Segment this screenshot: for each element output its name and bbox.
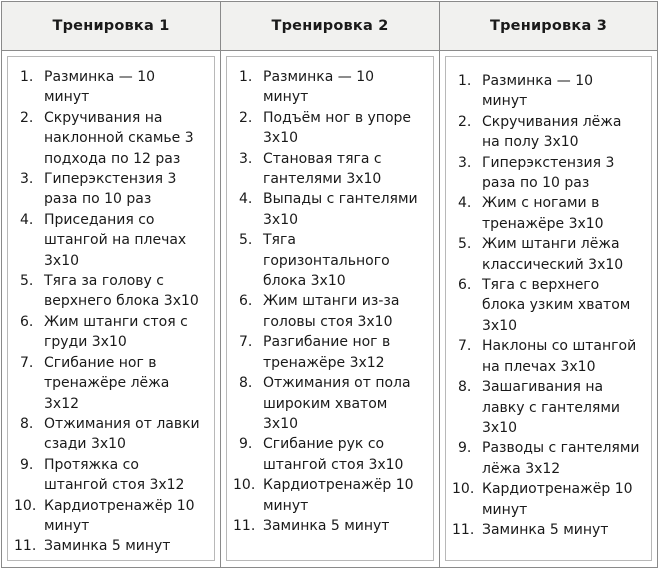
item-number: 9.: [458, 440, 472, 457]
item-text: Жим с ногами в тренажёре 3x10: [482, 195, 604, 232]
item-number: 4.: [20, 211, 34, 228]
item-number: 2.: [239, 109, 253, 126]
item-text: Скручивания на наклонной скамье 3 подхода по 12 раз: [44, 109, 194, 167]
item-text: Заминка 5 минут: [44, 538, 171, 555]
list-item: [239, 373, 429, 434]
list-frame: [226, 56, 434, 561]
list-item: [239, 230, 429, 291]
item-number: 10.: [233, 477, 256, 494]
exercise-list: [452, 71, 647, 540]
list-item: [239, 332, 429, 373]
item-text: Разминка — 10 минут: [482, 73, 594, 110]
item-text: Тяга с верхнего блока узким хватом 3x10: [482, 277, 631, 334]
item-text: Жим штанги из-за головы стоя 3x10: [263, 293, 400, 330]
list-item: [233, 516, 429, 536]
list-item: [458, 336, 647, 377]
item-text: Заминка 5 минут: [263, 517, 390, 534]
item-number: 11.: [452, 521, 475, 538]
exercise-list: [14, 67, 210, 557]
item-number: 8.: [458, 379, 472, 396]
list-item: [20, 455, 210, 496]
list-item: [452, 520, 647, 540]
list-item: [239, 291, 429, 332]
column-body: [440, 51, 657, 567]
list-item: [458, 112, 647, 153]
exercise-list: [233, 67, 429, 536]
item-number: 1.: [458, 73, 472, 89]
list-item: [20, 353, 210, 414]
list-item: [458, 377, 647, 438]
item-text: Отжимания от пола широким хватом 3x10: [263, 375, 411, 432]
item-text: Становая тяга с гантелями 3x10: [263, 150, 382, 188]
item-text: Кардиотренажёр 10 минут: [263, 477, 414, 514]
item-text: Жим штанги лёжа классический 3x10: [482, 236, 624, 273]
list-item: [458, 153, 647, 194]
item-number: 3.: [20, 171, 34, 188]
list-item: [458, 71, 647, 112]
item-text: Подъём ног в упоре 3x10: [263, 109, 412, 147]
list-item: [239, 189, 429, 230]
item-number: 9.: [239, 436, 253, 453]
item-number: 11.: [233, 517, 256, 534]
list-frame: [7, 56, 215, 561]
list-item: [20, 67, 210, 108]
item-number: 1.: [239, 69, 253, 85]
item-number: 4.: [239, 191, 253, 208]
list-item: [20, 414, 210, 455]
item-text: Наклоны со штангой на плечах 3x10: [482, 338, 637, 375]
item-text: Кардиотренажёр 10 минут: [482, 481, 633, 518]
column-workout-2: [221, 2, 440, 567]
column-header: Тренировка 1: [2, 2, 220, 51]
workout-table: [1, 1, 658, 568]
item-number: 3.: [239, 150, 253, 167]
list-item: [14, 536, 210, 556]
list-item: [20, 312, 210, 353]
item-text: Сгибание ног в тренажёре лёжа 3x12: [44, 354, 170, 412]
item-text: Зашагивания на лавку с гантелями 3x10: [482, 379, 621, 436]
item-number: 7.: [458, 338, 472, 355]
item-text: Выпады с гантелями 3x10: [263, 191, 418, 228]
column-header: Тренировка 2: [221, 2, 439, 51]
list-item: [20, 108, 210, 169]
list-item: [458, 275, 647, 336]
item-number: 2.: [20, 109, 34, 126]
item-number: 7.: [20, 354, 34, 371]
list-item: [458, 193, 647, 234]
item-text: Разгибание ног в тренажёре 3x12: [263, 334, 391, 371]
column-header: Тренировка 3: [440, 2, 657, 51]
item-text: Скручивания лёжа на полу 3x10: [482, 113, 622, 151]
item-number: 5.: [239, 232, 253, 249]
list-item: [20, 169, 210, 210]
item-number: 3.: [458, 154, 472, 171]
item-text: Протяжка со штангой стоя 3x12: [44, 456, 185, 494]
item-number: 5.: [20, 273, 34, 290]
item-text: Гиперэкстензия 3 раза по 10 раз: [482, 154, 615, 192]
column-workout-1: [2, 2, 221, 567]
column-workout-3: [440, 2, 657, 567]
item-text: Жим штанги стоя с груди 3x10: [44, 313, 188, 351]
item-number: 4.: [458, 195, 472, 212]
item-text: Заминка 5 минут: [482, 521, 609, 538]
list-item: [20, 271, 210, 312]
item-number: 10.: [14, 497, 37, 514]
item-number: 6.: [20, 313, 34, 330]
item-text: Приседания со штангой на плечах 3x10: [44, 211, 187, 269]
item-text: Гиперэкстензия 3 раза по 10 раз: [44, 171, 177, 208]
list-item: [20, 210, 210, 271]
list-item: [239, 67, 429, 108]
item-number: 9.: [20, 456, 34, 473]
item-number: 6.: [239, 293, 253, 310]
list-item: [239, 108, 429, 149]
item-text: Разводы с гантелями лёжа 3x12: [482, 440, 640, 477]
item-text: Разминка — 10 минут: [44, 69, 156, 106]
item-number: 8.: [20, 415, 34, 432]
list-item: [239, 149, 429, 190]
item-number: 11.: [14, 538, 37, 555]
list-item: [458, 234, 647, 275]
item-number: 1.: [20, 69, 34, 85]
column-body: [2, 51, 220, 567]
list-item: [14, 496, 210, 537]
list-frame: [445, 56, 652, 561]
list-item: [233, 475, 429, 516]
list-item: [458, 438, 647, 479]
item-text: Сгибание рук со штангой стоя 3x10: [263, 436, 404, 473]
item-text: Разминка — 10 минут: [263, 69, 375, 106]
item-text: Отжимания от лавки сзади 3x10: [44, 415, 200, 453]
item-number: 10.: [452, 481, 475, 498]
list-item: [239, 434, 429, 475]
column-body: [221, 51, 439, 567]
item-number: 6.: [458, 277, 472, 294]
item-number: 8.: [239, 375, 253, 392]
item-text: Кардиотренажёр 10 минут: [44, 497, 195, 534]
item-text: Тяга горизонтального блока 3x10: [263, 232, 390, 290]
item-text: Тяга за голову с верхнего блока 3x10: [44, 273, 199, 310]
item-number: 5.: [458, 236, 472, 253]
list-item: [452, 479, 647, 520]
item-number: 7.: [239, 334, 253, 351]
item-number: 2.: [458, 113, 472, 130]
